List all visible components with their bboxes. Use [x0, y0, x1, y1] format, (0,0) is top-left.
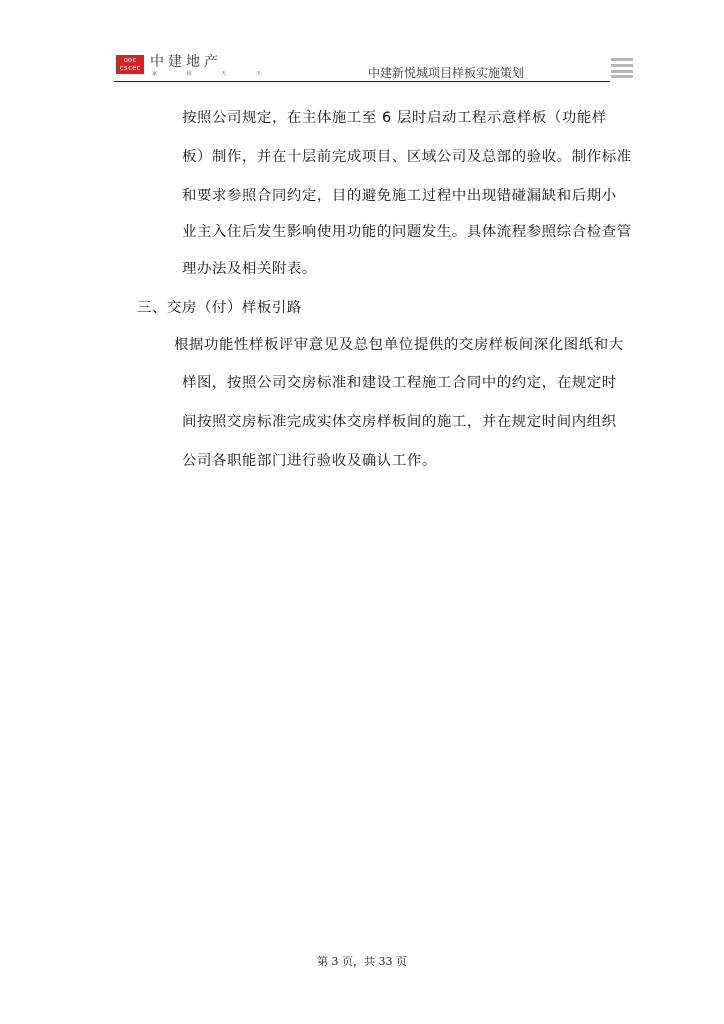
paragraph-line: 板）制作，并在十层前完成项目、区域公司及总部的验收。制作标准 — [182, 149, 632, 165]
paragraph-line: 公司各职能部门进行验收及确认工作。 — [182, 453, 437, 469]
paragraph-line: 间按照交房标准完成实体交房样板间的施工，并在规定时间内组织 — [182, 414, 617, 430]
paragraph-line: 理办法及相关附表。 — [182, 261, 317, 277]
paragraph-line: 样图，按照公司交房标准和建设工程施工合同中的约定，在规定时 — [182, 375, 617, 391]
page-number: 第 3 页，共 33 页 — [317, 955, 407, 968]
paragraph-line: 根据功能性样板评审意见及总包单位提供的交房样板间深化图纸和大 — [174, 337, 624, 353]
corner-mark-icon — [611, 58, 633, 78]
paragraph-line: 按照公司规定，在主体施工至 6 层时启动工程示意样板（功能样 — [182, 110, 607, 126]
logo-name: 中建地产 — [150, 54, 222, 70]
header-divider — [114, 81, 610, 82]
section-heading: 三、交房（付）样板引路 — [137, 300, 302, 316]
logo-badge: ooc cscec — [116, 55, 144, 74]
paragraph-line: 业主入住后发生影响使用功能的问题发生。具体流程参照综合检查管 — [182, 224, 632, 240]
logo-slogan: 家 园 天 下 — [152, 71, 275, 77]
header-title: 中建新悦城项目样板实施策划 — [368, 66, 525, 80]
paragraph-line: 和要求参照合同约定，目的避免施工过程中出现错碰漏缺和后期小 — [182, 188, 617, 204]
